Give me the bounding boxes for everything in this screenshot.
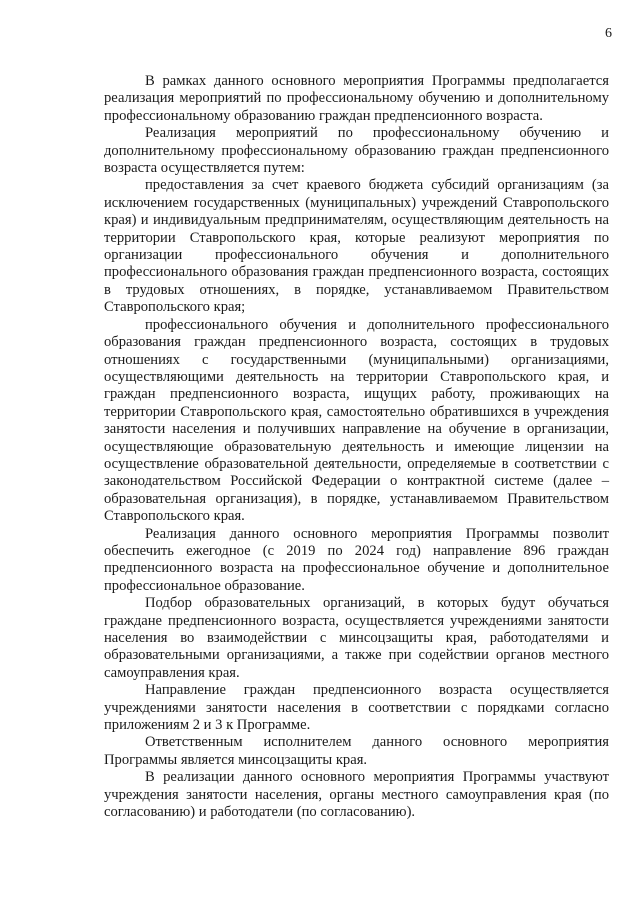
paragraph-selection: Подбор образовательных организаций, в которых будут обучаться граждане предпенсионного возраста, осуществляется учреждениями занятости населения во взаимодействии с минсоцзащиты края, работодателями и образовательными организациями, а также при содействии органов местного самоуправления края. <box>104 595 609 681</box>
document-body <box>104 73 609 821</box>
paragraph-annual-target: Реализация данного основного мероприятия Программы позволит обеспечить ежегодное (с 2019 по 2024 год) направление 896 граждан предпенсионного возраста на профессиональное обучение и дополнительное профессиональное образование. <box>104 525 609 594</box>
paragraph-responsible: Ответственным исполнителем данного основного мероприятия Программы является минсоцзащиты края. <box>104 734 609 768</box>
paragraph-intro: В рамках данного основного мероприятия Программы предполагается реализация мероприятий по профессиональному обучению и дополнительному профессиональному образованию граждан предпенсионного возраста. <box>104 73 609 124</box>
paragraph-subsidies: предоставления за счет краевого бюджета субсидий организациям (за исключением государственных (муниципальных) учреждений Ставропольского края) и индивидуальным предпринимателям, осуществляющим деятельность на территории Ставропольского края, которые реализуют мероприятия по организации профессионального обучения и дополнительного профессионального образования граждан предпенсионного возраста, состоящих в трудовых отношениях, в порядке, устанавливаемом Правительством Ставропольского края; <box>104 177 609 316</box>
paragraph-referral: Направление граждан предпенсионного возраста осуществляется учреждениями занятости населения в соответствии с порядками согласно приложениям 2 и 3 к Программе. <box>104 682 609 734</box>
paragraph-training: профессионального обучения и дополнительного профессионального образования граждан предпенсионного возраста, состоящих в трудовых отношениях с государственными (муниципальными) организациями, осуществляющими деятельность на территории Ставропольского края, и граждан предпенсионного возраста, ищущих работу, проживающих на территории Ставропольского края, самостоятельно обратившихся в учреждения занятости населения и получивших направление на обучение в организации, осуществляющие образовательную деятельность и имеющие лицензии на осуществление образовательной деятельности, определяемые в соответствии с законодательством Российской Федерации о контрактной системе (далее – образовательная организация), в порядке, устанавливаемом Правительством Ставропольского края. <box>104 316 609 525</box>
paragraph-participants: В реализации данного основного мероприятия Программы участвуют учреждения занятости населения, органы местного самоуправления края (по согласованию) и работодатели (по согласованию). <box>104 769 609 821</box>
paragraph-implementation-method: Реализация мероприятий по профессиональному обучению и дополнительному профессиональному образованию граждан предпенсионного возраста осуществляется путем: <box>104 125 609 177</box>
page-number: 6 <box>605 26 612 41</box>
